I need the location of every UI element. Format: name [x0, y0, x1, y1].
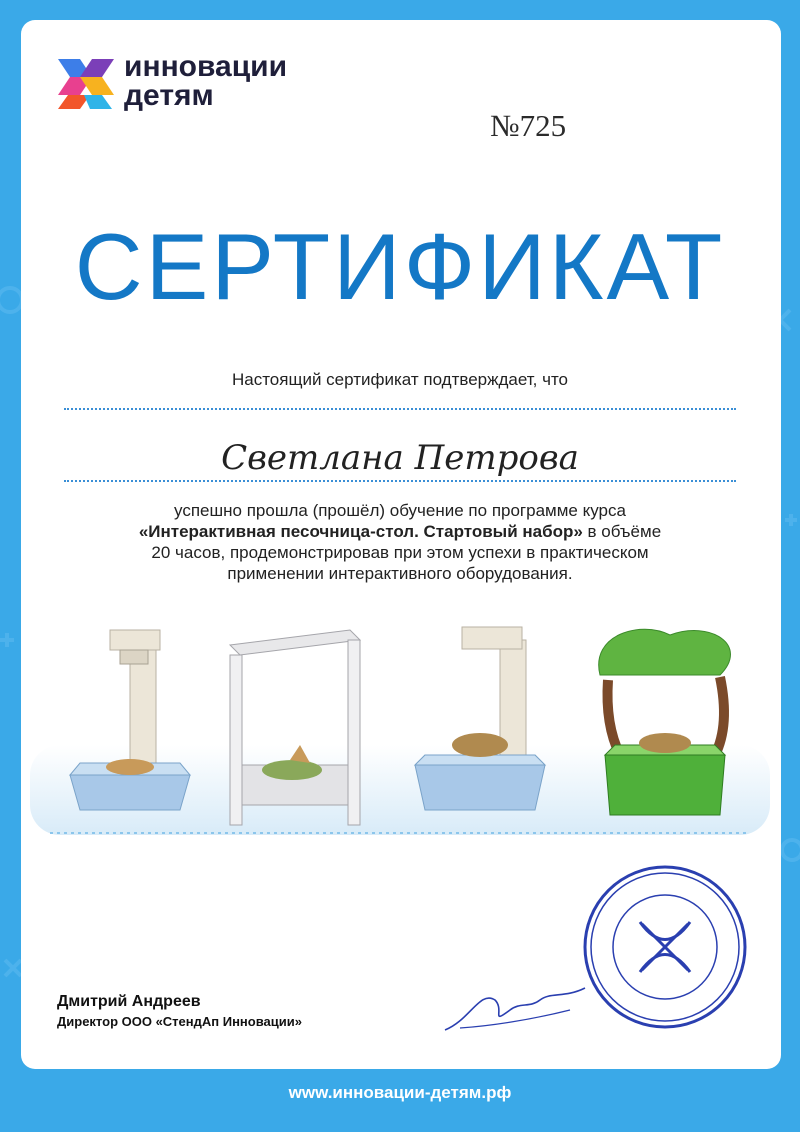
- sandbox-products-illustration: [30, 615, 770, 845]
- certificate-number: №725: [490, 108, 567, 143]
- sandbox-product-4: [599, 629, 731, 815]
- website-link[interactable]: www.инновации-детям.рф: [288, 1083, 512, 1102]
- sandbox-product-2: [230, 630, 360, 825]
- dotted-divider-top: [64, 408, 736, 410]
- body-line-3: 20 часов, продемонстрировав при этом успехи в практическом: [151, 543, 649, 562]
- brand-name: [124, 52, 287, 110]
- confirm-text: Настоящий сертификат подтверждает, что: [231, 370, 569, 389]
- body-line-4: применении интерактивного оборудования.: [227, 564, 573, 583]
- brand-line-1: инновации: [124, 50, 288, 83]
- dotted-divider-bottom: [64, 480, 736, 482]
- sandbox-product-1: [70, 630, 190, 810]
- signer-name: Дмитрий Андреев: [57, 993, 201, 1010]
- sandbox-product-3: [415, 627, 545, 810]
- signature: [440, 980, 590, 1040]
- company-seal: [580, 862, 750, 1032]
- signer-block: [57, 993, 302, 1029]
- course-description: [90, 500, 710, 584]
- certificate-title: СЕРТИФИКАТ: [74, 214, 726, 319]
- course-volume: в объёме: [582, 522, 662, 541]
- brand-line-2: детям: [124, 79, 214, 112]
- signer-position: Директор ООО «СтендАп Инновации»: [57, 1014, 302, 1029]
- body-line-1: успешно прошла (прошёл) обучение по программе курса: [174, 501, 626, 520]
- recipient-name: Светлана Петрова: [221, 438, 579, 478]
- brand-logo-icon: [58, 55, 114, 111]
- body-line-2: [90, 521, 710, 542]
- course-name: «Интерактивная песочница-стол. Стартовый набор»: [138, 522, 583, 541]
